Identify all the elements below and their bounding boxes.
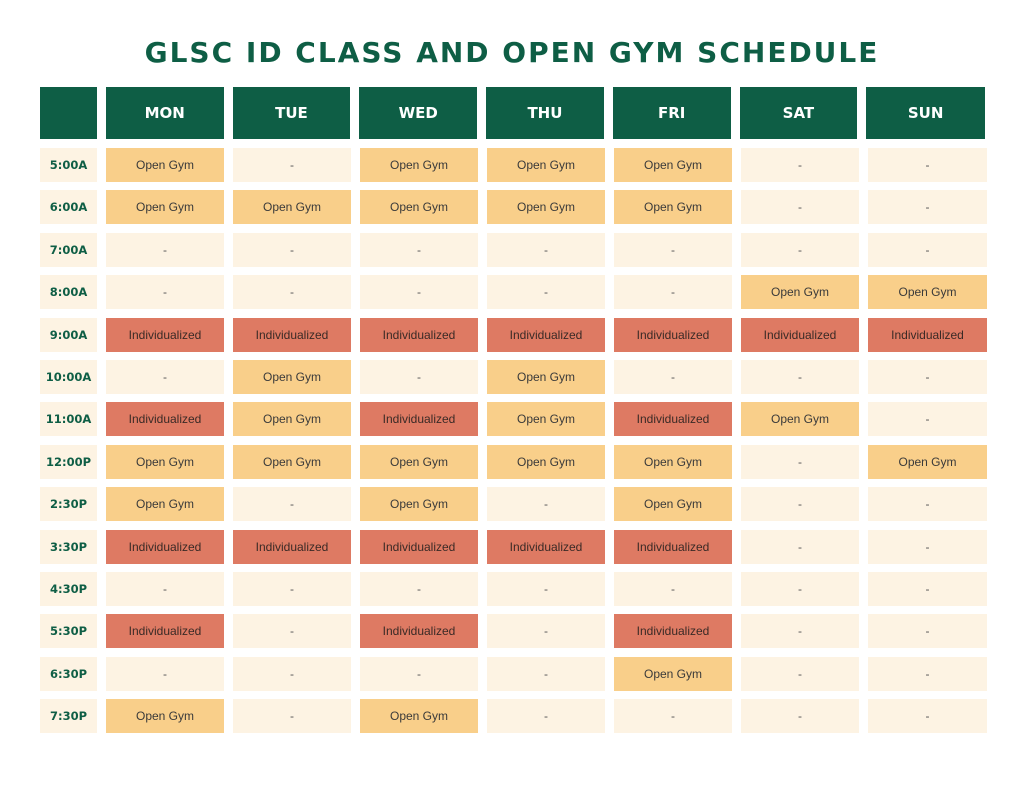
open-gym-cell: Open Gym	[360, 487, 478, 521]
empty-cell: -	[106, 275, 224, 309]
time-label: 10:00A	[40, 360, 97, 394]
empty-cell: -	[106, 572, 224, 606]
empty-cell: -	[106, 657, 224, 691]
table-row	[40, 572, 987, 606]
empty-cell: -	[614, 699, 732, 733]
open-gym-cell: Open Gym	[106, 699, 224, 733]
open-gym-cell: Open Gym	[614, 487, 732, 521]
empty-cell: -	[741, 699, 859, 733]
individualized-cell: Individualized	[106, 614, 224, 648]
open-gym-cell: Open Gym	[360, 699, 478, 733]
empty-cell: -	[741, 190, 859, 224]
empty-cell: -	[233, 614, 351, 648]
empty-cell: -	[741, 657, 859, 691]
table-row	[40, 318, 987, 352]
empty-cell: -	[741, 487, 859, 521]
header-row	[40, 87, 985, 139]
empty-cell: -	[360, 572, 478, 606]
time-label: 5:00A	[40, 148, 97, 182]
empty-cell: -	[741, 360, 859, 394]
empty-cell: -	[233, 572, 351, 606]
table-row	[40, 360, 987, 394]
schedule-body	[40, 148, 987, 741]
open-gym-cell: Open Gym	[233, 402, 351, 436]
individualized-cell: Individualized	[360, 318, 478, 352]
empty-cell: -	[741, 530, 859, 564]
empty-cell: -	[487, 233, 605, 267]
empty-cell: -	[868, 657, 987, 691]
empty-cell: -	[233, 699, 351, 733]
empty-cell: -	[360, 275, 478, 309]
empty-cell: -	[741, 614, 859, 648]
page-title: GLSC ID CLASS AND OPEN GYM SCHEDULE	[144, 36, 880, 69]
individualized-cell: Individualized	[233, 530, 351, 564]
empty-cell: -	[868, 360, 987, 394]
time-label: 6:00A	[40, 190, 97, 224]
empty-cell: -	[233, 275, 351, 309]
header-day-fri: FRI	[613, 87, 731, 139]
empty-cell: -	[868, 487, 987, 521]
open-gym-cell: Open Gym	[106, 148, 224, 182]
open-gym-cell: Open Gym	[487, 190, 605, 224]
header-day-tue: TUE	[233, 87, 351, 139]
time-label: 7:30P	[40, 699, 97, 733]
empty-cell: -	[614, 572, 732, 606]
empty-cell: -	[868, 699, 987, 733]
header-day-sun: SUN	[866, 87, 985, 139]
empty-cell: -	[614, 233, 732, 267]
individualized-cell: Individualized	[233, 318, 351, 352]
time-label: 6:30P	[40, 657, 97, 691]
time-label: 7:00A	[40, 233, 97, 267]
open-gym-cell: Open Gym	[360, 190, 478, 224]
empty-cell: -	[360, 657, 478, 691]
time-label: 12:00P	[40, 445, 97, 479]
individualized-cell: Individualized	[360, 614, 478, 648]
empty-cell: -	[741, 233, 859, 267]
empty-cell: -	[741, 445, 859, 479]
open-gym-cell: Open Gym	[487, 402, 605, 436]
individualized-cell: Individualized	[487, 318, 605, 352]
individualized-cell: Individualized	[614, 318, 732, 352]
individualized-cell: Individualized	[487, 530, 605, 564]
empty-cell: -	[868, 402, 987, 436]
individualized-cell: Individualized	[106, 402, 224, 436]
empty-cell: -	[868, 190, 987, 224]
empty-cell: -	[233, 657, 351, 691]
schedule-table	[40, 87, 985, 724]
open-gym-cell: Open Gym	[106, 190, 224, 224]
open-gym-cell: Open Gym	[233, 190, 351, 224]
individualized-cell: Individualized	[614, 530, 732, 564]
time-label: 8:00A	[40, 275, 97, 309]
open-gym-cell: Open Gym	[741, 275, 859, 309]
empty-cell: -	[233, 487, 351, 521]
individualized-cell: Individualized	[106, 318, 224, 352]
empty-cell: -	[233, 233, 351, 267]
open-gym-cell: Open Gym	[614, 445, 732, 479]
empty-cell: -	[106, 360, 224, 394]
individualized-cell: Individualized	[614, 614, 732, 648]
open-gym-cell: Open Gym	[106, 445, 224, 479]
table-row	[40, 699, 987, 733]
open-gym-cell: Open Gym	[106, 487, 224, 521]
time-label: 2:30P	[40, 487, 97, 521]
table-row	[40, 614, 987, 648]
open-gym-cell: Open Gym	[614, 657, 732, 691]
empty-cell: -	[360, 233, 478, 267]
open-gym-cell: Open Gym	[487, 360, 605, 394]
open-gym-cell: Open Gym	[360, 445, 478, 479]
open-gym-cell: Open Gym	[868, 275, 987, 309]
empty-cell: -	[360, 360, 478, 394]
table-row	[40, 530, 987, 564]
individualized-cell: Individualized	[741, 318, 859, 352]
open-gym-cell: Open Gym	[614, 190, 732, 224]
time-label: 5:30P	[40, 614, 97, 648]
individualized-cell: Individualized	[360, 402, 478, 436]
header-day-thu: THU	[486, 87, 604, 139]
time-label: 4:30P	[40, 572, 97, 606]
individualized-cell: Individualized	[614, 402, 732, 436]
time-label: 9:00A	[40, 318, 97, 352]
empty-cell: -	[233, 148, 351, 182]
empty-cell: -	[868, 148, 987, 182]
open-gym-cell: Open Gym	[233, 445, 351, 479]
empty-cell: -	[614, 275, 732, 309]
individualized-cell: Individualized	[868, 318, 987, 352]
empty-cell: -	[106, 233, 224, 267]
empty-cell: -	[487, 487, 605, 521]
time-label: 3:30P	[40, 530, 97, 564]
open-gym-cell: Open Gym	[868, 445, 987, 479]
empty-cell: -	[487, 572, 605, 606]
table-row	[40, 657, 987, 691]
table-row	[40, 445, 987, 479]
individualized-cell: Individualized	[360, 530, 478, 564]
open-gym-cell: Open Gym	[487, 148, 605, 182]
table-row	[40, 487, 987, 521]
header-corner	[40, 87, 97, 139]
header-day-sat: SAT	[740, 87, 858, 139]
table-row	[40, 233, 987, 267]
header-day-wed: WED	[359, 87, 477, 139]
empty-cell: -	[487, 614, 605, 648]
table-row	[40, 190, 987, 224]
open-gym-cell: Open Gym	[360, 148, 478, 182]
empty-cell: -	[487, 275, 605, 309]
individualized-cell: Individualized	[106, 530, 224, 564]
empty-cell: -	[868, 233, 987, 267]
time-label: 11:00A	[40, 402, 97, 436]
open-gym-cell: Open Gym	[741, 402, 859, 436]
empty-cell: -	[487, 657, 605, 691]
open-gym-cell: Open Gym	[487, 445, 605, 479]
empty-cell: -	[614, 360, 732, 394]
empty-cell: -	[487, 699, 605, 733]
empty-cell: -	[868, 614, 987, 648]
open-gym-cell: Open Gym	[233, 360, 351, 394]
empty-cell: -	[741, 572, 859, 606]
empty-cell: -	[868, 530, 987, 564]
open-gym-cell: Open Gym	[614, 148, 732, 182]
table-row	[40, 275, 987, 309]
header-day-mon: MON	[106, 87, 224, 139]
table-row	[40, 148, 987, 182]
empty-cell: -	[741, 148, 859, 182]
empty-cell: -	[868, 572, 987, 606]
table-row	[40, 402, 987, 436]
